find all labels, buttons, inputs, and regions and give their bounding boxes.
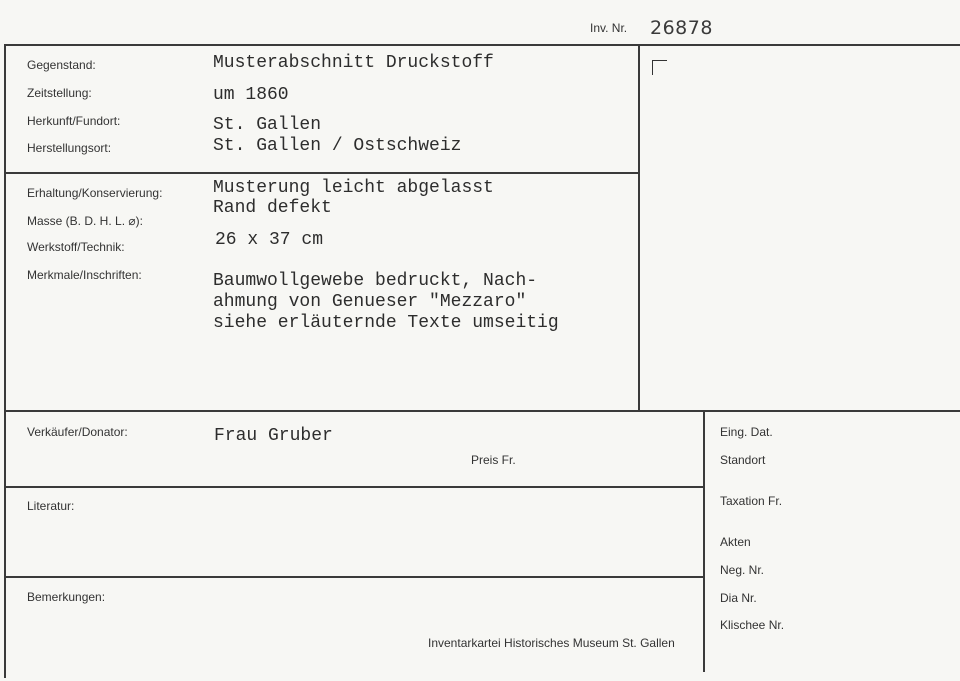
label-bemerkungen: Bemerkungen:	[27, 590, 106, 604]
inv-number-label: Inv. Nr.	[590, 21, 628, 35]
label-herkunft: Herkunft/Fundort:	[27, 114, 121, 128]
value-herstellungsort: St. Gallen / Ostschweiz	[213, 136, 462, 156]
section-divider-3	[4, 486, 704, 488]
value-zeitstellung: um 1860	[213, 85, 289, 105]
value-gegenstand: Musterabschnitt Druckstoff	[213, 53, 494, 73]
left-rule	[4, 44, 6, 678]
label-erhaltung: Erhaltung/Konservierung:	[27, 186, 163, 200]
image-box-divider	[638, 44, 640, 411]
value-merkmale-line-1: Baumwollgewebe bedruckt, Nach-	[213, 271, 538, 291]
section-divider-1	[4, 172, 639, 174]
value-merkmale-line-3: siehe erläuternde Texte umseitig	[213, 313, 559, 333]
value-erhaltung-line-2: Rand defekt	[213, 198, 332, 218]
label-preis: Preis Fr.	[471, 453, 516, 467]
label-taxation: Taxation Fr.	[720, 494, 783, 508]
inv-number: 26878	[650, 17, 713, 39]
label-werkstoff: Werkstoff/Technik:	[27, 240, 125, 254]
label-eing-dat: Eing. Dat.	[720, 425, 773, 439]
label-neg-nr: Neg. Nr.	[720, 563, 765, 577]
label-akten: Akten	[720, 535, 751, 549]
value-herkunft: St. Gallen	[213, 115, 322, 135]
value-masse: 26 x 37 cm	[215, 230, 324, 250]
value-verkaeufer: Frau Gruber	[214, 426, 333, 446]
label-dia-nr: Dia Nr.	[720, 591, 757, 605]
photo-corner-mark	[652, 60, 667, 75]
section-divider-4	[4, 576, 704, 578]
label-merkmale: Merkmale/Inschriften:	[27, 268, 142, 282]
institution-footer: Inventarkartei Historisches Museum St. Gallen	[428, 636, 675, 650]
value-merkmale-line-2: ahmung von Genueser "Mezzaro"	[213, 292, 527, 312]
side-column-divider	[703, 410, 705, 672]
label-standort: Standort	[720, 453, 766, 467]
label-herstellungsort: Herstellungsort:	[27, 141, 112, 155]
label-verkaeufer: Verkäufer/Donator:	[27, 425, 128, 439]
label-gegenstand: Gegenstand:	[27, 58, 96, 72]
label-masse: Masse (B. D. H. L. ⌀):	[27, 214, 143, 228]
label-klischee-nr: Klischee Nr.	[720, 618, 785, 632]
label-zeitstellung: Zeitstellung:	[27, 86, 92, 100]
label-literatur: Literatur:	[27, 499, 75, 513]
value-erhaltung-line-1: Musterung leicht abgelasst	[213, 178, 494, 198]
section-divider-2	[4, 410, 960, 412]
top-rule	[4, 44, 960, 46]
